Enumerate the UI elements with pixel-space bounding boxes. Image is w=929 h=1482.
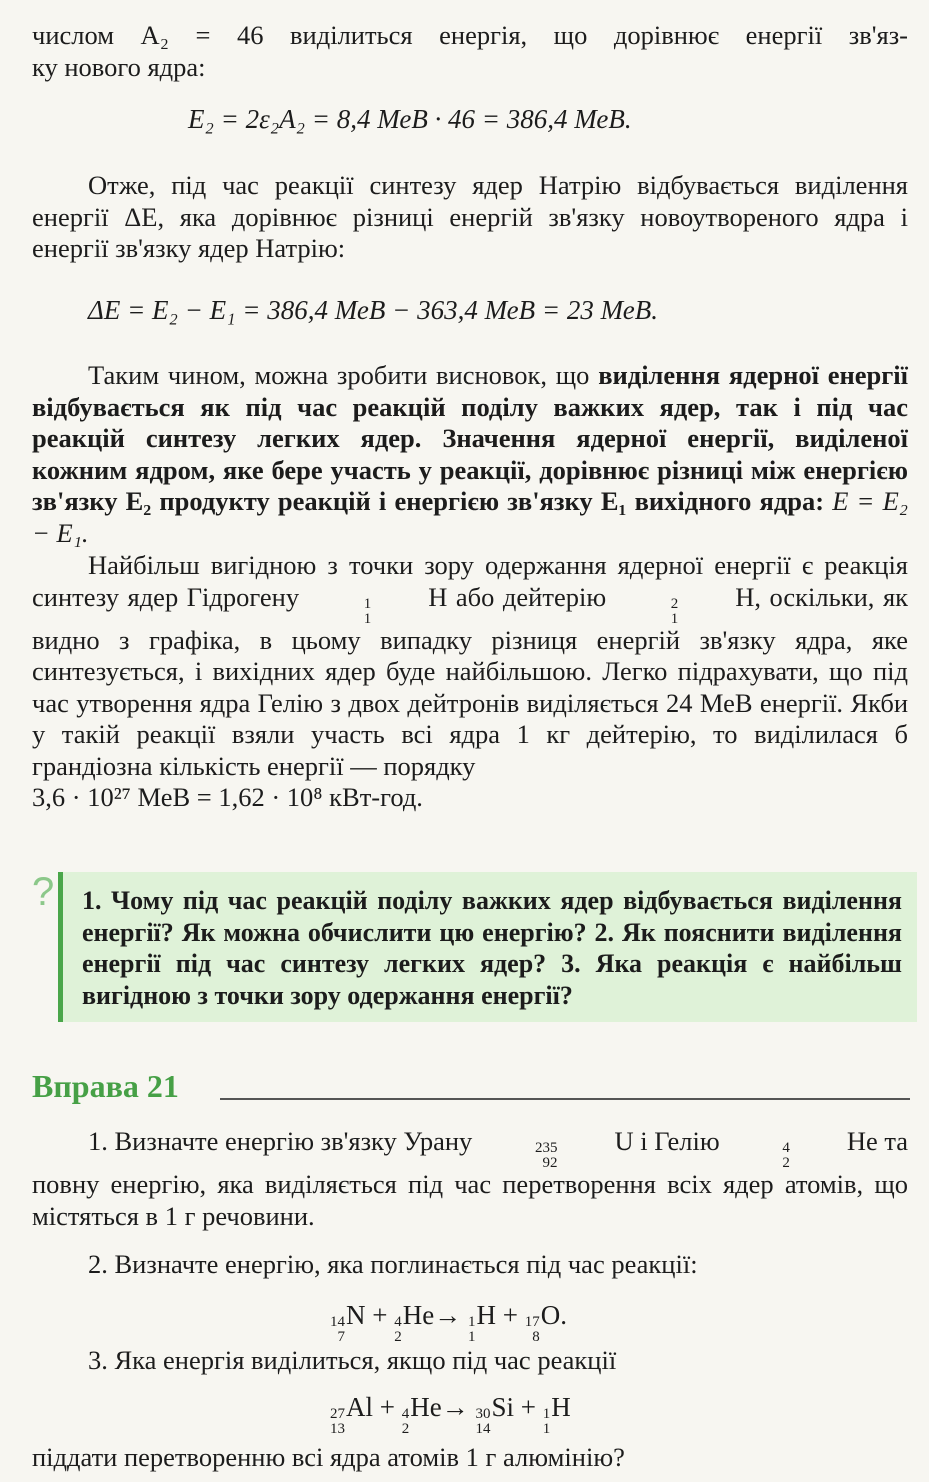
fusion-text-1: Найбільш вигідною з точки зору одержання ядерної енергії є реакція синтезу ядер Гідрогену (32, 550, 908, 612)
reaction-equation-1: 14 7 N + 4 2 He → 1 1 H + 17 8 O . (330, 1300, 567, 1345)
nuclide-deuterium: 2 1 H (670, 581, 755, 627)
exercise-title: Вправа 21 (32, 1068, 179, 1104)
reaction-equation-2: 27 13 Al + 4 2 He → 30 14 Si + 1 1 H (330, 1392, 571, 1437)
nuclide-uranium-235: 235 92 U (534, 1126, 634, 1171)
exercise-task-3-end (32, 1442, 908, 1474)
exercise-task-3 (32, 1345, 908, 1377)
task-3-text: 3. Яка енергія виділиться, якщо під час реакції (88, 1345, 617, 1375)
energy-difference-equation: ΔE = E₂ − E₁ = 386,4 МеВ − 363,4 МеВ = 23 МеВ. (88, 295, 658, 325)
intro-paragraph (32, 20, 908, 83)
task-2-text: 2. Визначте енергію, яка поглинається під час реакції: (88, 1249, 698, 1279)
intro-line-2: ку нового ядра: (32, 51, 206, 82)
questions-text: 1. Чому під час реакцій поділу важких ядер відбувається виділення енергії? Як можна обчислити цю енергію? 2. Як пояснити виділення енергії під час синтезу легких ядер? 3. Яка реакція є найбільш вигідною з точки зору одержання енергії? (82, 886, 902, 1010)
question-mark-icon: ? (32, 870, 55, 914)
conclusion-paragraph (32, 360, 908, 549)
exercise-task-2 (32, 1249, 908, 1281)
conclusion-formula: E = E₂ − E₁. (32, 486, 908, 548)
binding-energy-equation: E₂ = 2ε₂A₂ = 8,4 МеВ · 46 = 386,4 МеВ. (188, 104, 632, 134)
exercise-task-1 (32, 1126, 908, 1232)
sodium-synthesis-text: Отже, під час реакції синтезу ядер Натрію відбувається виділення енергії ΔE, яка дорівнює різниці енергій зв'язку новоутвореного ядра і енергії зв'язку ядер Натрію: (32, 170, 908, 263)
fusion-paragraph (32, 550, 908, 814)
fusion-energy-value: 3,6 · 10²⁷ МеВ = 1,62 · 10⁸ кВт-год. (32, 782, 423, 812)
task-1-text-a: 1. Визначте енергію зв'язку Урану (88, 1126, 473, 1156)
conclusion-bold-text: виділення ядерної енергії відбувається як під час реакцій поділу важких ядер, так і під час реакцій синтезу легких ядер. Значення ядерної енергії, виділеної кожним ядром, яке бере участь у реакції, дорівнює різниці між енергією зв'язку E₂ продукту реакцій і енергією зв'язку E₁ вихідного ядра: (32, 360, 909, 516)
fusion-text-3: , оскільки, як видно з графіка, в цьому випадку різниця енергій зв'язку ядра, яке синтезується, і вихідних ядер буде найбільшою. Легко підрахувати, що під час утворення ядра Гелію з двох дейтронів виділяється 24 МеВ енергії. Якби у такій реакції взяли участь всі ядра 1 кг дейтерію, то виділилася б грандіозна кількість енергії — порядку (32, 581, 909, 781)
task-1-text-b: і Гелію (640, 1126, 720, 1156)
nuclide-helium-4: 4 2 He (782, 1126, 878, 1171)
task-1-text-c: та повну енергію, яка виділяється під час перетворення всіх ядер атомів, що містяться в 1 г речовини. (32, 1126, 909, 1231)
conclusion-normal-text: Таким чином, можна зробити висновок, що (88, 360, 599, 390)
exercise-title-rule (220, 1098, 910, 1100)
sodium-synthesis-paragraph (32, 170, 908, 265)
intro-line-1: числом A₂ = 46 виділиться енергія, що дорівнює енергії зв'яз- (32, 20, 908, 50)
task-3-end-text: піддати перетворенню всі ядра атомів 1 г алюмінію? (32, 1442, 625, 1472)
nuclide-hydrogen-1: 1 1 H (363, 581, 448, 627)
fusion-text-2: або дейтерію (455, 581, 607, 612)
